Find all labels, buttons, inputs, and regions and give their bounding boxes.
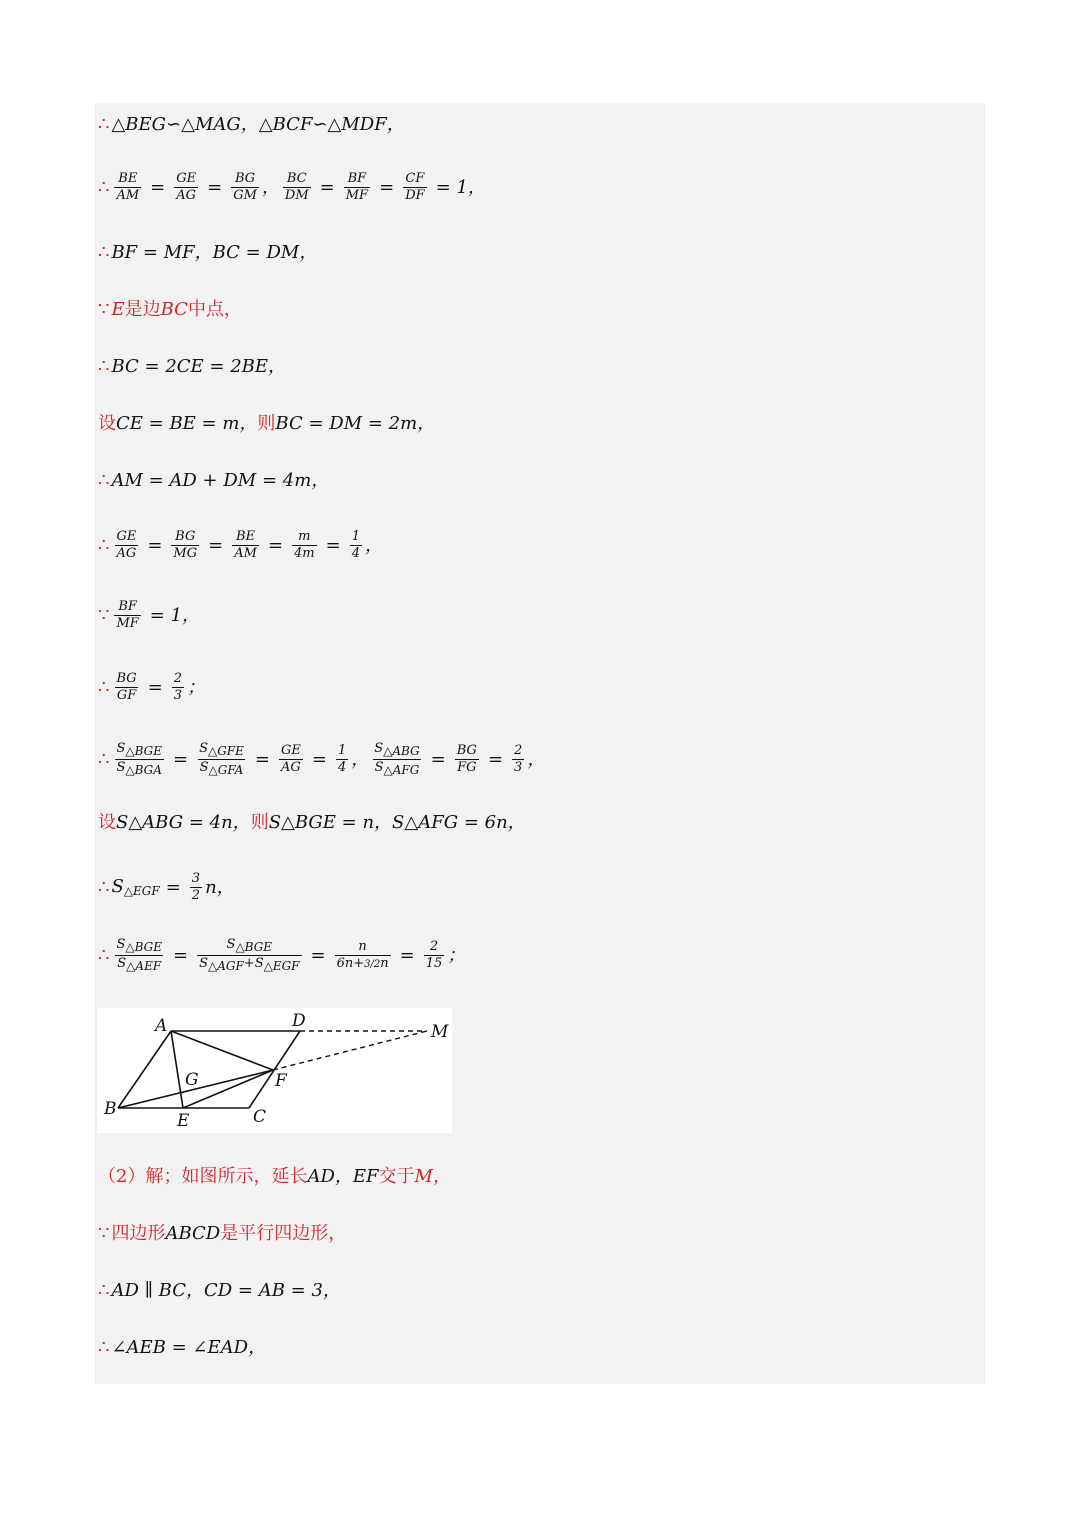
label-e: E	[177, 1111, 190, 1131]
label-f: F	[275, 1071, 287, 1091]
label-c: C	[253, 1107, 267, 1127]
line-ratio-quarter: ∴ $\frac{GE}{AG}$ = $\frac{BG}{MG}$ = $\frac{BE}{AM}$ = $\frac{m}{4m}$ = $\frac{1}{4}$ ，	[98, 529, 383, 561]
segment-af	[171, 1031, 273, 1070]
label-a: A	[155, 1016, 168, 1036]
label-b: B	[104, 1099, 117, 1119]
line-bg-gf: ∴ $\frac{BG}{GF}$ = $\frac{2}{3}$ ；	[98, 671, 206, 703]
label-m: M	[431, 1022, 449, 1042]
line-bf-mf-ratio: ∵ $\frac{BF}{MF}$ = 1，	[98, 599, 201, 631]
line-e-midpoint: ∵ E 是边 BC 中点，	[98, 299, 242, 320]
line-set-m: 设 CE = BE = m， 则 BC = DM = 2m，	[98, 413, 436, 434]
parallelogram-diagram	[97, 1008, 452, 1133]
label-d: D	[292, 1011, 306, 1031]
line-s-egf: ∴ $S_{\triangle EGF}$ = $\frac{3}{2}$ n，	[98, 871, 235, 903]
segment-ae	[171, 1031, 183, 1108]
line-parallelogram: ∵ 四边形 ABCD 是平行四边形，	[98, 1223, 347, 1244]
label-g: G	[185, 1070, 199, 1090]
line-bf-mf: ∴ BF = MF，BC = DM，	[98, 242, 318, 263]
line-am: ∴ AM = AD + DM = 4m，	[98, 470, 330, 491]
line-bc-2ce: ∴ BC = 2CE = 2BE，	[98, 356, 287, 377]
line-ratio-chain: ∴ $\frac{BE}{AM}$ = $\frac{GE}{AG}$ = $\frac{BG}{GM}$ ， $\frac{BC}{DM}$ = $\frac{BF}{MF}$ = $\frac{CF}{DF}$ = 1，	[98, 171, 486, 203]
parallelogram-figure	[97, 1008, 452, 1133]
line-part-2: （2）解；如图所示，延长 AD，EF 交于 M，	[98, 1166, 451, 1187]
line-area-ratios: ∴ $\frac{S_{\triangle BGE}}{S_{\triangle BGA}}$ = $\frac{S_{\triangle GFE}}{S_{\triangle GFA}}$ = $\frac{GE}{AG}$ = $\frac{1}{4}$ ， $\frac{S_{\triangle ABG}}{S_{\triangle AFG}}$ = $\frac{BG}{FG}$ = $\frac{2}{3}$ ，	[98, 741, 546, 777]
line-ad-parallel-bc: ∴ AD ∥ BC，CD = AB = 3，	[98, 1280, 341, 1301]
line-set-n: 设 S△ABG = 4n， 则 S△BGE = n，S△AFG = 6n，	[98, 812, 526, 833]
line-angle-aeb: ∴ ∠AEB = ∠EAD，	[98, 1337, 267, 1358]
line-final-ratio: ∴ $\frac{S_{\triangle BGE}}{S_{\triangle AEF}}$ = $\frac{S_{\triangle BGE}}{S_{\triangle AGF}+S_{\triangle EGF}}$ = $\frac{n}{6n+3/2n}$ = $\frac{2}{15}$ ；	[98, 937, 466, 973]
line-similar-triangles: ∴ △BEG∽△MAG，△BCF∽△MDF，	[98, 114, 405, 135]
